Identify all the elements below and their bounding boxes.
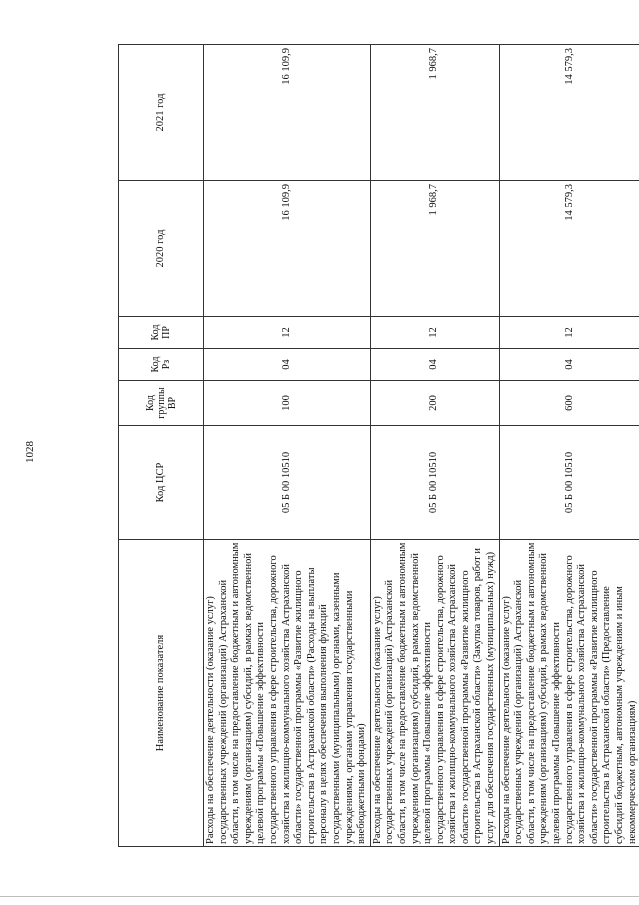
header-row: [119, 45, 204, 847]
row-pr: 12: [204, 317, 371, 349]
rotated-table: [118, 45, 638, 847]
header-pr: Код ПР: [119, 317, 204, 349]
row-csr: 05 Б 00 10510: [370, 426, 499, 540]
bottom-rule: [0, 896, 639, 897]
row-2020: 1 968,7: [370, 181, 499, 317]
row-pr: 12: [370, 317, 499, 349]
header-name: Наименование показателя: [119, 540, 204, 847]
row-2020: 14 579,3: [499, 181, 639, 317]
row-2021: 16 109,9: [204, 45, 371, 181]
header-2021: 2021 год: [119, 45, 204, 181]
row-2020: 16 109,9: [204, 181, 371, 317]
row-vr: 600: [499, 381, 639, 426]
header-vr: Код группы ВР: [119, 381, 204, 426]
row-csr: 05 Б 00 10510: [499, 426, 639, 540]
row-rz: 04: [370, 349, 499, 381]
row-vr: 100: [204, 381, 371, 426]
row-rz: 04: [499, 349, 639, 381]
header-csr: Код ЦСР: [119, 426, 204, 540]
budget-table: [118, 44, 639, 847]
header-2020: 2020 год: [119, 181, 204, 317]
row-name: Расходы на обеспечение деятельности (оказание услуг) государственных учреждений (организаций) Астраханской области, в том числе на предоставление бюджетным и автономным учреждениям (организациям) субсидий, в рамках ведомственной целевой программы «Повышение эффективности государственного управления в сфере строительства, дорожного хозяйства и жилищно-коммунального хозяйства Астраханской области» государственной программы «Развитие жилищного строительства в Астраханской области» (Закупка товаров, работ и услуг для обеспечения государственных (муниципальных) нужд): [370, 540, 499, 847]
row-2021: 14 579,3: [499, 45, 639, 181]
table-row: [370, 45, 499, 847]
row-vr: 200: [370, 381, 499, 426]
row-name: Расходы на обеспечение деятельности (оказание услуг) государственных учреждений (организаций) Астраханской области, в том числе на предоставление бюджетным и автономным учреждениям (организациям) субсидий, в рамках ведомственной целевой программы «Повышение эффективности государственного управления в сфере строительства, дорожного хозяйства и жилищно-коммунального хозяйства Астраханской области» государственной программы «Развитие жилищного строительства в Астраханской области» (Предоставление субсидий бюджетным, автономным учреждениям и иным некоммерческим организациям): [499, 540, 639, 847]
row-name: Расходы на обеспечение деятельности (оказание услуг) государственных учреждений (организаций) Астраханской области, в том числе на предоставление бюджетным и автономным учреждениям (организациям) субсидий, в рамках ведомственной целевой программы «Повышение эффективности государственного управления в сфере строительства, дорожного хозяйства и жилищно-коммунального хозяйства Астраханской области» государственной программы «Развитие жилищного строительства в Астраханской области» (Расходы на выплаты персоналу в целях обеспечения выполнения функций государственными (муниципальными) органами, казенными учреждениями, органами управления государственными внебюджетными фондами): [204, 540, 371, 847]
row-2021: 1 968,7: [370, 45, 499, 181]
table-row: [204, 45, 371, 847]
table-row: [499, 45, 639, 847]
page-number: 1028: [24, 441, 36, 463]
row-pr: 12: [499, 317, 639, 349]
budget-table-container: [118, 45, 638, 847]
header-rz: Код Рз: [119, 349, 204, 381]
row-csr: 05 Б 00 10510: [204, 426, 371, 540]
row-rz: 04: [204, 349, 371, 381]
